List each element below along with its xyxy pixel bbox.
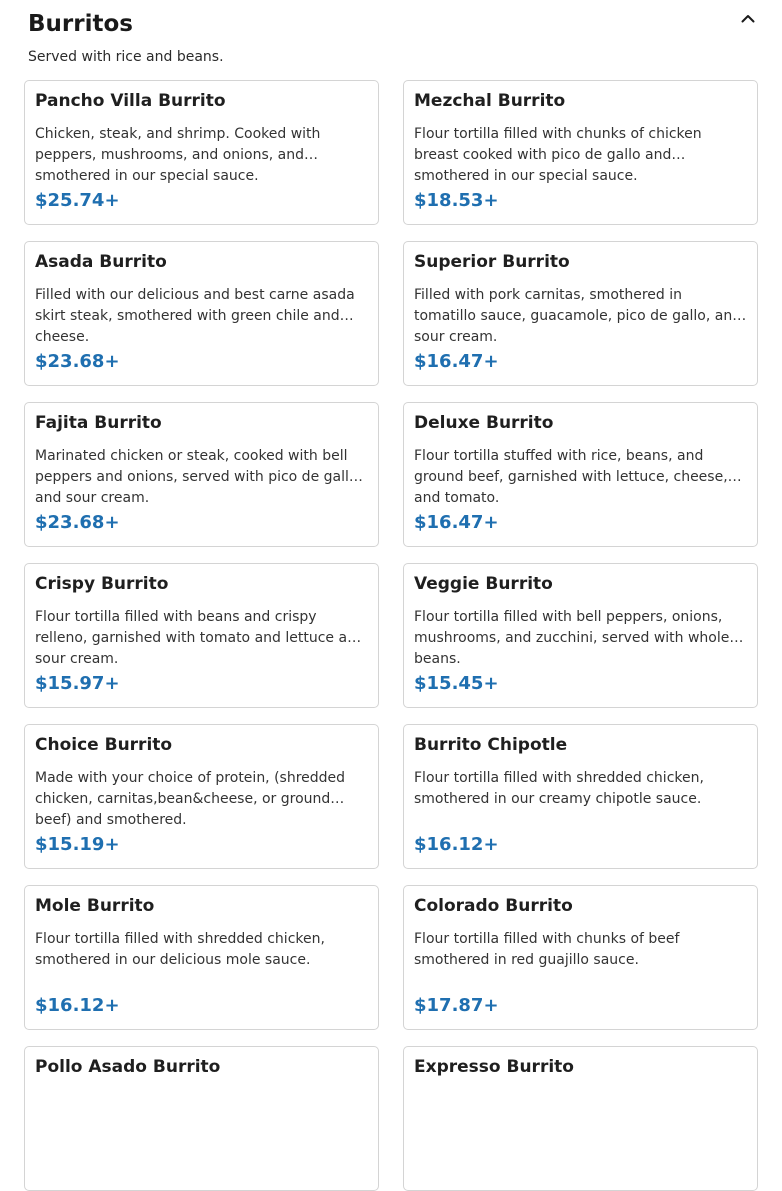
menu-item-card[interactable] xyxy=(403,563,758,708)
item-description: Flour tortilla filled with chunks of beef smothered in red guajillo sauce. xyxy=(414,931,680,968)
menu-item-card[interactable] xyxy=(403,1046,758,1191)
item-price: $16.12+ xyxy=(35,995,120,1016)
menu-item-card[interactable] xyxy=(403,80,758,225)
item-name: Expresso Burrito xyxy=(414,1057,574,1077)
item-description xyxy=(35,1090,368,1132)
item-description: Marinated chicken or steak, cooked with bell peppers and onions, served with pico de gallo and sour cream. xyxy=(35,448,358,506)
menu-item-card[interactable] xyxy=(403,724,758,869)
section-title: Burritos xyxy=(28,11,133,37)
item-price: $16.47+ xyxy=(414,512,499,533)
item-name: Deluxe Burrito xyxy=(414,413,554,433)
item-price: $17.87+ xyxy=(414,995,499,1016)
menu-item-card[interactable] xyxy=(403,885,758,1030)
section-header xyxy=(0,0,782,80)
item-price: $16.12+ xyxy=(414,834,499,855)
item-description: Filled with our delicious and best carne asada skirt steak, smothered with green chile and cheese. xyxy=(35,287,355,345)
item-price: $23.68+ xyxy=(35,512,120,533)
item-description: Flour tortilla filled with beans and crispy relleno, garnished with tomato and lettuce and sour cream. xyxy=(35,609,365,667)
item-description: Flour tortilla stuffed with rice, beans, and ground beef, garnished with lettuce, cheese, and tomato. xyxy=(414,448,728,506)
item-name: Mole Burrito xyxy=(35,896,155,916)
item-description: Flour tortilla filled with chunks of chicken breast cooked with pico de gallo and smothered in our special sauce. xyxy=(414,126,702,184)
item-description: Flour tortilla filled with shredded chicken, smothered in our creamy chipotle sauce. xyxy=(414,770,704,807)
item-name: Crispy Burrito xyxy=(35,574,169,594)
item-name: Pollo Asado Burrito xyxy=(35,1057,221,1077)
item-description xyxy=(414,1090,747,1132)
menu-item-card[interactable] xyxy=(24,402,379,547)
menu-item-card[interactable] xyxy=(403,241,758,386)
collapse-section-button[interactable] xyxy=(738,8,758,28)
item-name: Asada Burrito xyxy=(35,252,167,272)
menu-item-card[interactable] xyxy=(24,885,379,1030)
section-subtitle: Served with rice and beans. xyxy=(28,49,224,65)
menu-item-card[interactable] xyxy=(24,80,379,225)
item-description: Filled with pork carnitas, smothered in tomatillo sauce, guacamole, pico de gallo, and sour cream. xyxy=(414,287,742,345)
menu-item-card[interactable] xyxy=(24,563,379,708)
item-price: $15.45+ xyxy=(414,673,499,694)
item-name: Superior Burrito xyxy=(414,252,570,272)
item-name: Fajita Burrito xyxy=(35,413,162,433)
item-name: Burrito Chipotle xyxy=(414,735,568,755)
item-price: $16.47+ xyxy=(414,351,499,372)
item-description: Made with your choice of protein, (shredded chicken, carnitas,bean&cheese, or ground beef) and smothered. xyxy=(35,770,346,828)
item-price: $15.19+ xyxy=(35,834,120,855)
item-price: $23.68+ xyxy=(35,351,120,372)
item-price: $15.97+ xyxy=(35,673,120,694)
menu-item-card[interactable] xyxy=(24,241,379,386)
item-price: $18.53+ xyxy=(414,190,499,211)
item-description: Chicken, steak, and shrimp. Cooked with peppers, mushrooms, and onions, and smothered in our special sauce. xyxy=(35,126,321,184)
menu-item-card[interactable] xyxy=(403,402,758,547)
item-name: Veggie Burrito xyxy=(414,574,553,594)
menu-item-card[interactable] xyxy=(24,1046,379,1191)
item-name: Mezchal Burrito xyxy=(414,91,566,111)
menu-items-grid xyxy=(24,80,758,1191)
chevron-up-icon xyxy=(741,14,755,23)
menu-item-card[interactable] xyxy=(24,724,379,869)
item-name: Colorado Burrito xyxy=(414,896,573,916)
item-description: Flour tortilla filled with shredded chicken, smothered in our delicious mole sauce. xyxy=(35,931,325,968)
item-name: Pancho Villa Burrito xyxy=(35,91,226,111)
item-description: Flour tortilla filled with bell peppers, onions, mushrooms, and zucchini, served with whole beans. xyxy=(414,609,730,667)
item-price: $25.74+ xyxy=(35,190,120,211)
item-name: Choice Burrito xyxy=(35,735,173,755)
